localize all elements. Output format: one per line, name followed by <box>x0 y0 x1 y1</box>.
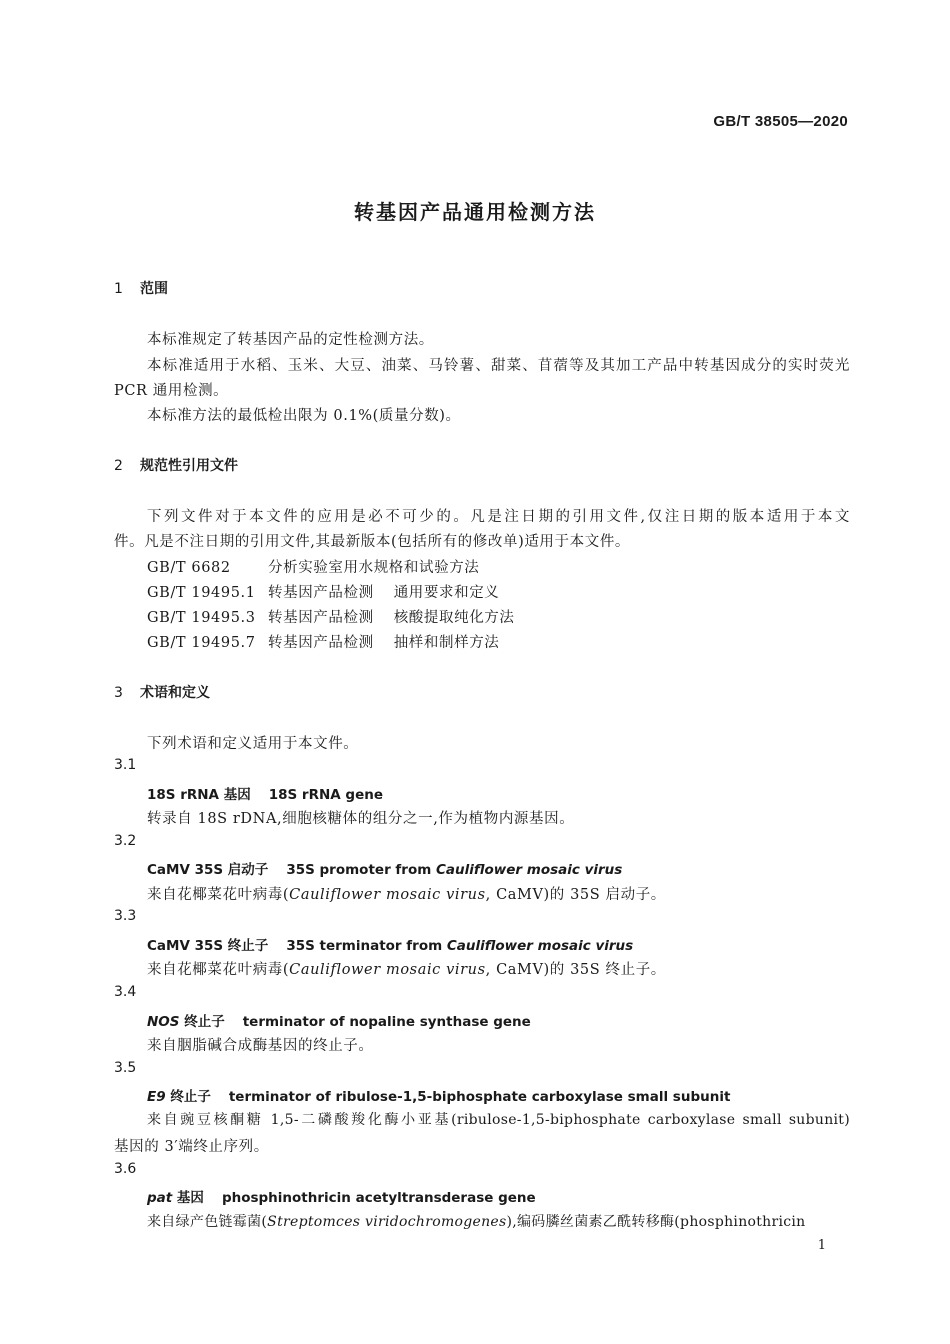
term-title <box>147 934 633 954</box>
term-definition: 转录自 18S rDNA,细胞核糖体的组分之一,作为植物内源基因。 <box>147 811 575 827</box>
section-3-heading <box>114 682 210 702</box>
term-number: 3.5 <box>114 1060 137 1076</box>
section-1-heading <box>114 278 168 298</box>
reference-subtitle: 通用要求和定义 <box>393 585 500 601</box>
section-number: 1 <box>114 281 123 297</box>
term-definition <box>147 1211 806 1231</box>
term-zh-italic: NOS <box>147 1014 180 1030</box>
paragraph-line: 下列文件对于本文件的应用是必不可少的。凡是注日期的引用文件,仅注日期的版本适用于本文 <box>147 509 850 525</box>
reference-item <box>147 631 499 652</box>
term-en: 35S terminator from <box>286 938 447 954</box>
term-title <box>147 858 622 878</box>
reference-item <box>147 606 515 627</box>
reference-title: 转基因产品检测 <box>268 635 374 651</box>
term-zh: CaMV 35S 终止子 <box>147 938 269 954</box>
term-number: 3.3 <box>114 908 137 924</box>
section-title: 规范性引用文件 <box>140 458 238 474</box>
paragraph-line: 本标准适用于水稻、玉米、大豆、油菜、马铃薯、甜菜、苜蓿等及其加工产品中转基因成分的实时荧光 <box>147 358 850 374</box>
definition-text: 来自绿产色链霉菌( <box>147 1214 268 1230</box>
term-title <box>147 783 383 803</box>
section-title: 术语和定义 <box>140 685 210 701</box>
reference-item <box>147 556 479 577</box>
section-title: 范围 <box>140 281 168 297</box>
section-number: 2 <box>114 458 123 474</box>
reference-code: GB/T 19495.3 <box>147 610 256 626</box>
definition-text: 来自花椰菜花叶病毒( <box>147 962 290 978</box>
term-number: 3.4 <box>114 984 137 1000</box>
reference-subtitle: 核酸提取纯化方法 <box>393 610 515 626</box>
paragraph: 本标准方法的最低检出限为 0.1%(质量分数)。 <box>147 408 461 424</box>
section-number: 3 <box>114 685 123 701</box>
term-zh: 基因 <box>172 1190 204 1206</box>
definition-text: , CaMV)的 35S 终止子。 <box>485 962 666 978</box>
section-2-heading <box>114 455 238 475</box>
term-number: 3.6 <box>114 1161 137 1177</box>
reference-code: GB/T 19495.7 <box>147 635 256 651</box>
definition-text: 来自花椰菜花叶病毒( <box>147 887 290 903</box>
reference-subtitle: 抽样和制样方法 <box>393 635 500 651</box>
paragraph: 本标准规定了转基因产品的定性检测方法。 <box>147 332 434 348</box>
definition-italic: Cauliflower mosaic virus <box>289 962 486 978</box>
document-title: 转基因产品通用检测方法 <box>354 200 596 224</box>
term-definition <box>147 883 666 904</box>
reference-title: 转基因产品检测 <box>268 610 374 626</box>
paragraph-line: PCR 通用检测。 <box>114 383 229 399</box>
reference-code: GB/T 6682 <box>147 560 231 576</box>
term-definition: 来自胭脂碱合成酶基因的终止子。 <box>147 1038 374 1054</box>
term-en: terminator of ribulose-1,5-biphosphate carboxylase small subunit <box>228 1089 731 1105</box>
term-zh: CaMV 35S 启动子 <box>147 862 269 878</box>
paragraph-line: 件。凡是不注日期的引用文件,其最新版本(包括所有的修改单)适用于本文件。 <box>114 534 631 550</box>
page-number: 1 <box>817 1238 826 1253</box>
term-en: terminator of nopaline synthase gene <box>242 1014 531 1030</box>
term-definition-line: 基因的 3′端终止序列。 <box>114 1139 269 1155</box>
term-zh: 终止子 <box>165 1089 211 1105</box>
term-en: 18S rRNA gene <box>268 787 384 803</box>
term-zh-italic: E9 <box>147 1089 166 1105</box>
definition-italic: Streptomces viridochromogenes <box>267 1214 507 1230</box>
term-en: phosphinothricin acetyltransderase gene <box>221 1190 536 1206</box>
term-zh: 终止子 <box>179 1014 225 1030</box>
term-zh: 18S rRNA 基因 <box>147 787 251 803</box>
term-title <box>147 1186 536 1206</box>
term-en-italic: Cauliflower mosaic virus <box>446 938 634 954</box>
term-zh-italic: pat <box>147 1190 173 1206</box>
definition-italic: Cauliflower mosaic virus <box>289 887 486 903</box>
reference-title: 分析实验室用水规格和试验方法 <box>268 560 480 576</box>
term-en: 35S promoter from <box>286 862 436 878</box>
reference-code: GB/T 19495.1 <box>147 585 256 601</box>
term-en-italic: Cauliflower mosaic virus <box>436 862 623 878</box>
term-title <box>147 1010 531 1030</box>
term-number: 3.2 <box>114 833 137 849</box>
term-number: 3.1 <box>114 757 137 773</box>
definition-text: , CaMV)的 35S 启动子。 <box>485 887 666 903</box>
standard-code: GB/T 38505—2020 <box>713 113 848 130</box>
term-definition-line: 来自豌豆核酮糖 1,5-二磷酸羧化酶小亚基(ribulose-1,5-biphosphate carboxylase small subunit) <box>147 1112 850 1128</box>
definition-text: ),编码膦丝菌素乙酰转移酶(phosphinothricin <box>506 1214 806 1230</box>
term-definition <box>147 958 666 979</box>
reference-title: 转基因产品检测 <box>268 585 374 601</box>
paragraph: 下列术语和定义适用于本文件。 <box>147 736 359 752</box>
term-title <box>147 1085 730 1105</box>
reference-item <box>147 581 499 602</box>
